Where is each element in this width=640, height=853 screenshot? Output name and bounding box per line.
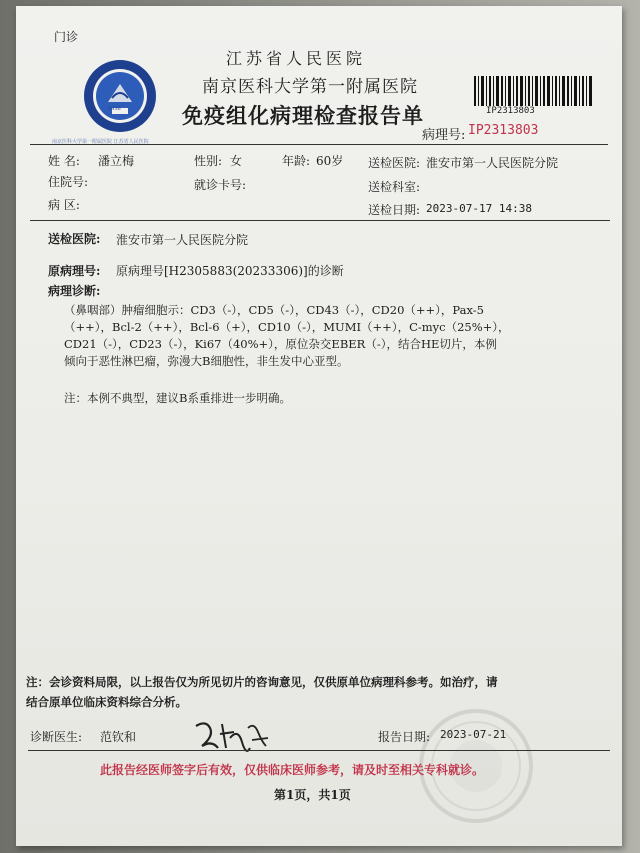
footer-divider (28, 750, 610, 751)
patient-sex: 女 (230, 154, 243, 168)
header-divider (30, 144, 608, 145)
clinic-type: 门诊 (54, 30, 79, 44)
age-label: 年龄: (282, 154, 311, 168)
disclaimer-line-1: 注：会诊资料局限，以上报告仅为所见切片的咨询意见，仅供原单位病理科参考。如治疗，请 (26, 675, 498, 689)
diagnosis-line: 倾向于恶性淋巴瘤，弥漫大B细胞性，非生发中心亚型。 (64, 354, 349, 368)
barcode-number: IP2313803 (486, 106, 535, 116)
original-no: 原病理号[H2305883(20233306)]的诊断 (116, 264, 344, 278)
name-label: 姓 名: (48, 154, 80, 168)
barcode (474, 76, 592, 106)
hospital-name-2: 南京医科大学第一附属医院 (202, 77, 418, 97)
logo-caption: 南京医科大学第一附属医院 江苏省人民医院 (52, 139, 149, 145)
patient-age: 60岁 (316, 154, 344, 168)
body-hospital: 淮安市第一人民医院分院 (116, 233, 249, 247)
ward-label: 病 区: (48, 198, 80, 212)
doctor-signature (192, 718, 272, 758)
pathology-no-value: IP2313803 (468, 123, 539, 138)
disclaimer-line-2: 结合原单位临床资料综合分析。 (26, 695, 187, 709)
card-label: 就诊卡号: (194, 178, 247, 192)
report-title: 免疫组化病理检查报告单 (182, 103, 424, 128)
validity-notice: 此报告经医师签字后有效，仅供临床医师参考，请及时至相关专科就诊。 (100, 763, 485, 777)
report-sheet (16, 6, 622, 846)
diagnosis-line: （++），Bcl-2（++），Bcl-6（+），CD10（-），MUMI（++），C-myc（25%+）， (64, 320, 510, 334)
patient-divider (30, 220, 610, 221)
pathology-no-label: 病理号: (422, 128, 466, 143)
hospital-logo (82, 58, 158, 134)
diagnosis-line: CD21（-），CD23（-），Ki67（40%+），原位杂交EBER（-），结合HE切片，本例 (64, 337, 497, 351)
diagnosis-line: （鼻咽部）肿瘤细胞示：CD3（-），CD5（-），CD43（-），CD20（++），Pax-5 (64, 303, 484, 317)
body-hospital-label: 送检医院: (48, 232, 101, 246)
diagnosis-note: 注：本例不典型，建议B系重排进一步明确。 (64, 391, 291, 405)
report-date: 2023-07-21 (440, 728, 507, 741)
diagnosis-text (64, 302, 510, 370)
patient-name: 潘立梅 (98, 154, 135, 168)
submit-date: 2023-07-17 14:38 (426, 202, 532, 215)
hospital-name-1: 江苏省人民医院 (226, 49, 367, 68)
hospital-label: 送检医院: (368, 156, 421, 170)
sex-label: 性别: (194, 154, 223, 168)
original-no-label: 原病理号: (48, 264, 101, 278)
sending-hospital: 淮安市第一人民医院分院 (426, 156, 559, 170)
admission-label: 住院号: (48, 175, 89, 189)
dept-label: 送检科室: (368, 180, 421, 194)
doctor-name: 范钦和 (100, 730, 137, 744)
logo-year: 1936 (108, 106, 121, 112)
report-date-label: 报告日期: (378, 730, 431, 744)
date-label: 送检日期: (368, 203, 421, 217)
diagnosis-label: 病理诊断: (48, 284, 101, 298)
doctor-label: 诊断医生: (30, 730, 83, 744)
page-number: 第1页，共1页 (274, 788, 351, 802)
